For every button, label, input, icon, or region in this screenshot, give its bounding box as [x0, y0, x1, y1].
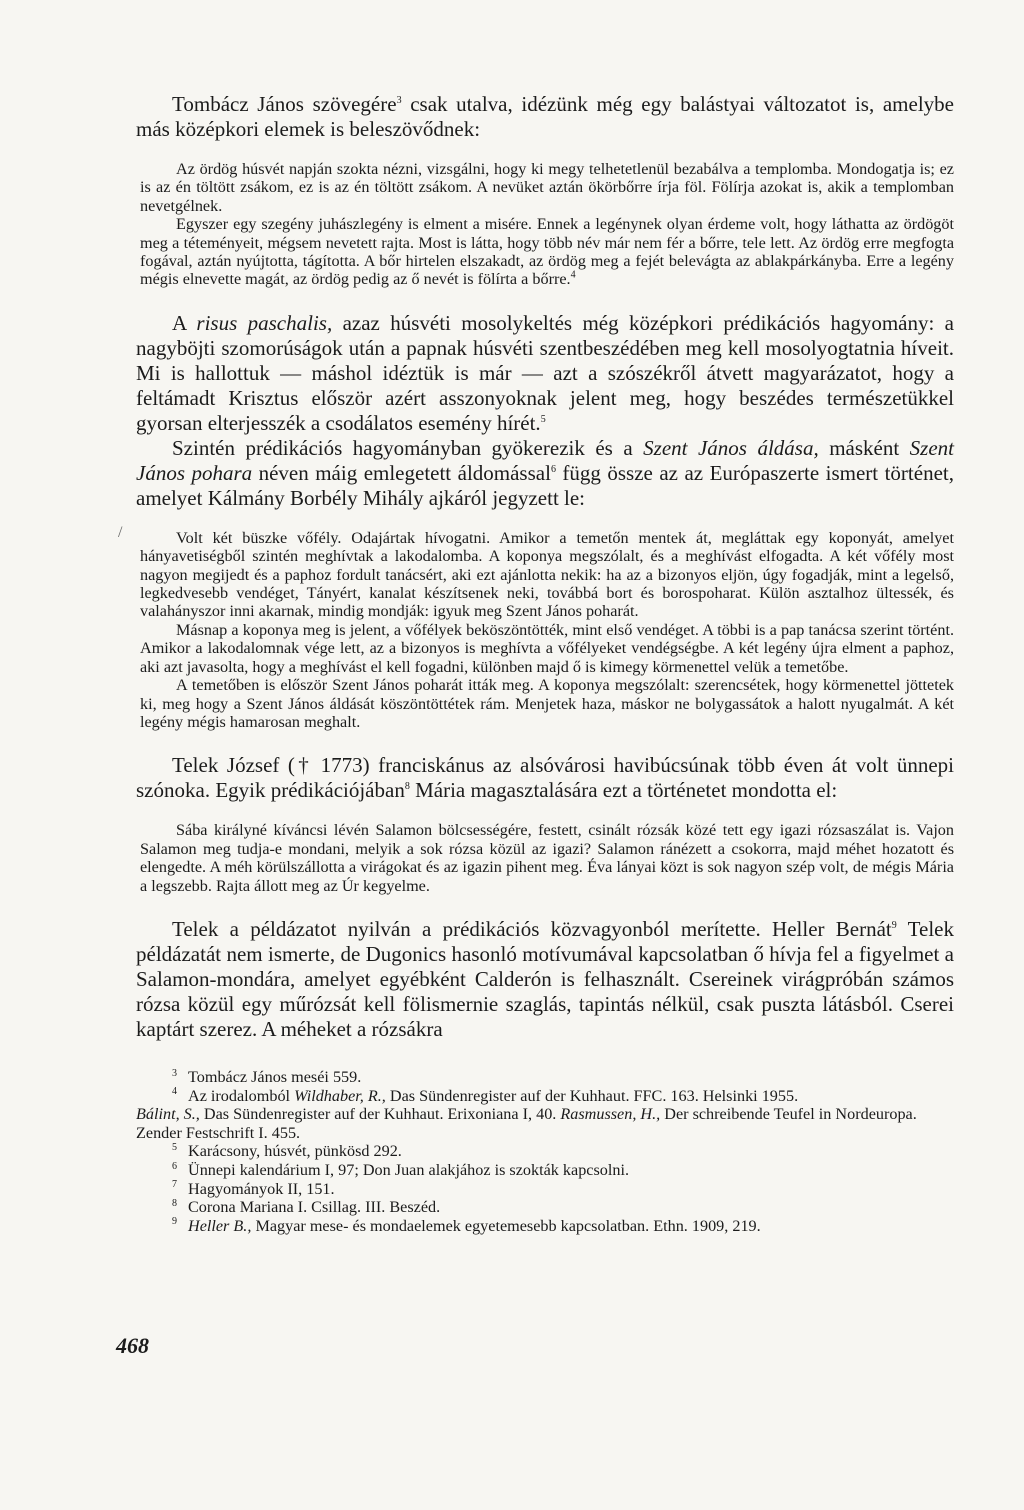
footnote-9: 9 Heller B., Magyar mese- és mondaelemek egyetemesebb kapcsolatban. Ethn. 1909, 219. — [172, 1216, 761, 1235]
margin-slash-mark: / — [118, 524, 123, 541]
intro-paragraph: Tombácz János szövegére$^3$ csak utalva, idézünk még egy balástyai változatot is, amelybe más középkori elemek is beleszövődnek: — [136, 92, 954, 141]
heller-paragraph: Telek a példázatot nyilván a prédikációs közvagyonból merítette. Heller Bernát$^9$ Telek példázatát nem ismerte, de Dugonics hasonló motívumával kapcsolatban ő hívja fel a figyelmet a Salamon-mondára, amelyet egyébként Calderón is felhasznált. Csereinek virágpróbán számos rózsa közül egy műrózsát kell fölismernie szaglás, tapintás nélkül, csak puszta látásból. Cserei kaptárt szerez. A méheket a rózsákra — [136, 916, 954, 1041]
page-body — [136, 92, 954, 1235]
quote-saba — [136, 821, 954, 895]
footnote-4-continued: Bálint, S., Das Sündenregister auf der Kuhhaut. Erixoniana I, 40. Rasmussen, H., Der schreibende Teufel in Nordeuropa. Zender Festschrift I. 455. — [136, 1105, 917, 1142]
page-number: 468 — [116, 1333, 149, 1358]
risus-paragraph: A risus paschalis, azaz húsvéti mosolykeltés még középkori prédikációs hagyomány: a nagyböjti szomorúságok után a papnak húsvéti szentbeszédében meg kell mosolyogtatnia híveit. Mi is hallottuk — máshol idéztük is már — azt a szószékről átvett magyarázatot, hogy a feltámadt Krisztus először azért asszonyoknak jelent meg, hogy beszédes természetükkel gyorsan elterjesszék a csodálatos esemény hírét.$^5$ — [136, 310, 955, 435]
quote-skull-p1: Volt két büszke vőfély. Odajártak hívogatni. Amikor a temetőn mentek át, megláttak egy koponyát, amelyet hányavetiségből szintén meghívtak a lakodalomba. A koponya megszólalt, és a meghívást elfogadta. A két vőfély most nagyon megijedt és a paphoz fordult tanácsért, aki ezt ajánlotta nekik: ha az a bizonyos eljön, úgy fogadják, mint a legelső, legkedvesebb vendéget, Tányért, kanalat készítsenek neki, továbbá bort és borospoharat. Külön asztalhoz ültessék, és valahányszor inni akarnak, mindig mondják: igyuk meg Szent János poharát. — [140, 528, 954, 621]
quote-skull-p2: Másnap a koponya meg is jelent, a vőfélyek beköszöntötték, mint első vendéget. A többi is a pap tanácsa szerint történt. Amikor a lakodalomnak vége lett, az a bizonyos is meghívta a vőfélyeket vendégségbe. A két legény újra elment a paphoz, aki azt javasolta, hogy a meghívást el kell fogadni, különben majd ő is kimegy körmenettel velük a temetőbe. — [140, 620, 954, 676]
quote-skull — [136, 529, 954, 731]
telek-paragraph: Telek József († 1773) franciskánus az alsóvárosi havibúcsúnak több éven át volt ünnepi szónoka. Egyik prédikációjában$^8$ Mária magasztalására ezt a történetet mondotta el: — [136, 753, 954, 803]
footnote-3: 3 Tombácz János meséi 559. — [172, 1067, 362, 1086]
footnote-5: 5 Karácsony, húsvét, pünkösd 292. — [172, 1141, 402, 1161]
footnotes — [136, 1068, 954, 1235]
quote-saba-p1: Sába királyné kíváncsi lévén Salamon bölcsességére, festett, csinált rózsák közé tett egy igazi rózsaszálat is. Vajon Salamon meg tudja-e mondani, melyik a sok rózsa közül az igazi? Salamon ránézett a csokorra, majd méhet hozatott és elengedte. A méh körülszállotta a virágokat és az igazin pihent meg. Éva lányai közt is sok nagyon szép volt, de mégis Mária a legszebb. Rajta állott meg az Úr kegyelme. — [140, 821, 954, 895]
footnote-7: 7 Hagyományok II, 151. — [172, 1179, 335, 1198]
footnote-8: 8 Corona Mariana I. Csillag. III. Beszéd. — [172, 1197, 441, 1217]
footnote-6: 6 Ünnepi kalendárium I, 97; Don Juan alakjához is szokták kapcsolni. — [172, 1160, 629, 1179]
quote-skull-p3: A temetőben is először Szent János poharát itták meg. A koponya megszólalt: szerencsétek, hogy körmenettel jöttetek ki, meg hogy a Szent János áldását köszöntöttétek rám. Menjetek haza, máskor ne bolygassátok a halott nyugalmát. A két legény mégis hamarosan meghalt. — [140, 676, 954, 731]
szent-janos-paragraph: Szintén prédikációs hagyományban gyökerezik és a Szent János áldása, másként Szent János pohara néven máig emlegetett áldomással$^6$ függ össze az az Európaszerte ismert történet, amelyet Kálmány Borbély Mihály ajkáról jegyzett le: — [136, 435, 954, 510]
footnote-4: 4 Az irodalomból Wildhaber, R., Das Sündenregister auf der Kuhhaut. FFC. 163. Helsinki 1955. — [172, 1086, 799, 1105]
quote-devil-p2: Egyszer egy szegény juhászlegény is elment a misére. Ennek a legénynek olyan érdeme volt, hogy láthatta az ördögöt meg a téteményeit, mégsem nevetett rajta. Most is látta, hogy több név már nem fér a bőrre, tele lett. Az ördög erre megfogta fogával, aztán nyújtotta, tágította. A bőr hirtelen elszakadt, az ördög meg a fejét belevágta az ablakpárkányba. Erre a legény mégis elnevette magát, az ördög pedig az ő nevét is fölírta a bőrre.$^4$ — [140, 215, 954, 289]
quote-devil — [136, 160, 954, 289]
quote-devil-p1: Az ördög húsvét napján szokta nézni, vizsgálni, hogy ki megy telhetetlenül bezabálva a templomba. Mondogatja is; ez is az én töltött zsákom, ez is az én töltött zsákom. A nevüket aztán ökörbőrre írja föl. Fölírja azokat is, akik a templomban nevetgélnek. — [140, 160, 954, 215]
